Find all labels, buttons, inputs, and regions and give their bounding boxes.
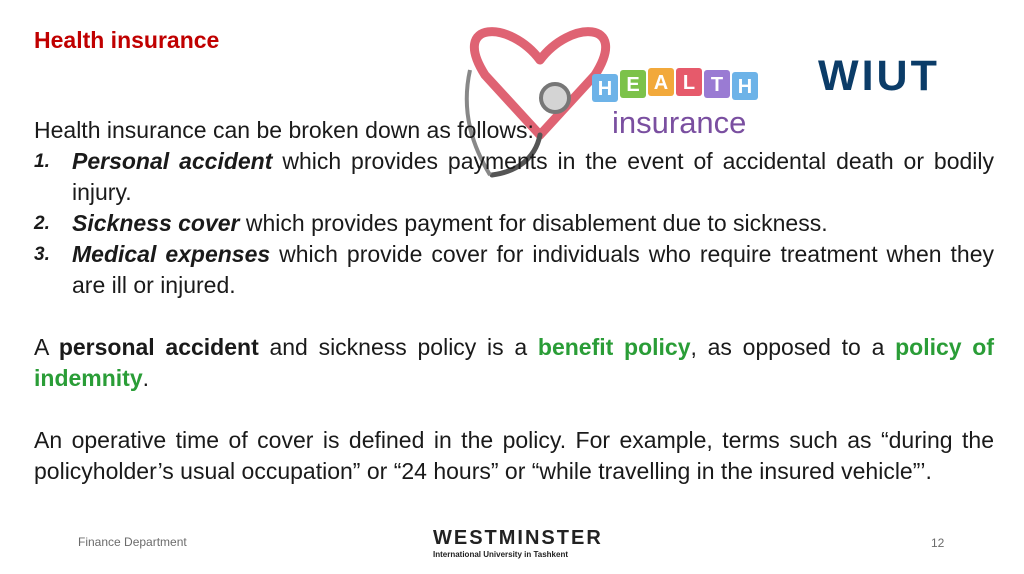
personal-accident-term: personal accident — [58, 334, 259, 360]
insurance-types-list — [34, 146, 994, 301]
art-insurance-word: insurance — [612, 105, 747, 140]
list-item — [34, 146, 994, 208]
benefit-policy-term: benefit policy — [537, 334, 691, 360]
policy-text: A — [34, 334, 59, 360]
wiut-logo: WIUT — [818, 52, 940, 100]
page-number: 12 — [931, 536, 945, 550]
health-blocks-icon — [592, 68, 758, 102]
art-letter: A — [653, 72, 669, 94]
list-item-number: 3. — [34, 244, 50, 265]
list-item-number: 2. — [34, 213, 50, 234]
footer-department: Finance Department — [78, 535, 187, 549]
policy-paragraph — [34, 332, 994, 394]
list-item-text: which provides payments in the event of accidental death or bodily injury. — [72, 148, 995, 205]
list-item-text: which provides payment for disablement due to sickness. — [239, 210, 828, 236]
slide-title: Health insurance — [34, 27, 220, 53]
art-letter: L — [682, 72, 696, 94]
westminster-logo — [433, 527, 603, 561]
policy-text: , as opposed to a — [690, 334, 896, 360]
list-item-number: 1. — [34, 151, 50, 172]
westminster-logo-name: WESTMINSTER — [433, 527, 603, 549]
list-item — [34, 239, 994, 301]
list-item-term: Medical expenses — [72, 241, 271, 267]
policy-text: and sickness policy is a — [258, 334, 538, 360]
art-letter: T — [710, 74, 724, 96]
art-letter: H — [597, 78, 613, 100]
westminster-logo-subtitle: International University in Tashkent — [433, 550, 568, 559]
art-letter: H — [737, 76, 753, 98]
cover-paragraph: An operative time of cover is defined in the policy. For example, terms such as “during the policyholder’s usual occupation” or “24 hours” or “while travelling in the insured vehicle”’. — [34, 427, 994, 484]
list-item-term: Personal accident — [72, 148, 273, 174]
policy-of-indemnity-term: policy of indemnity — [34, 334, 994, 391]
list-item-text: which provide cover for individuals who require treatment when they are ill or injured. — [72, 241, 994, 298]
slide-body — [34, 115, 994, 487]
list-item — [34, 208, 994, 239]
intro-text: Health insurance can be broken down as follows: — [34, 117, 534, 143]
list-item-term: Sickness cover — [72, 210, 240, 236]
art-letter: E — [626, 74, 640, 96]
policy-text: . — [142, 365, 150, 391]
